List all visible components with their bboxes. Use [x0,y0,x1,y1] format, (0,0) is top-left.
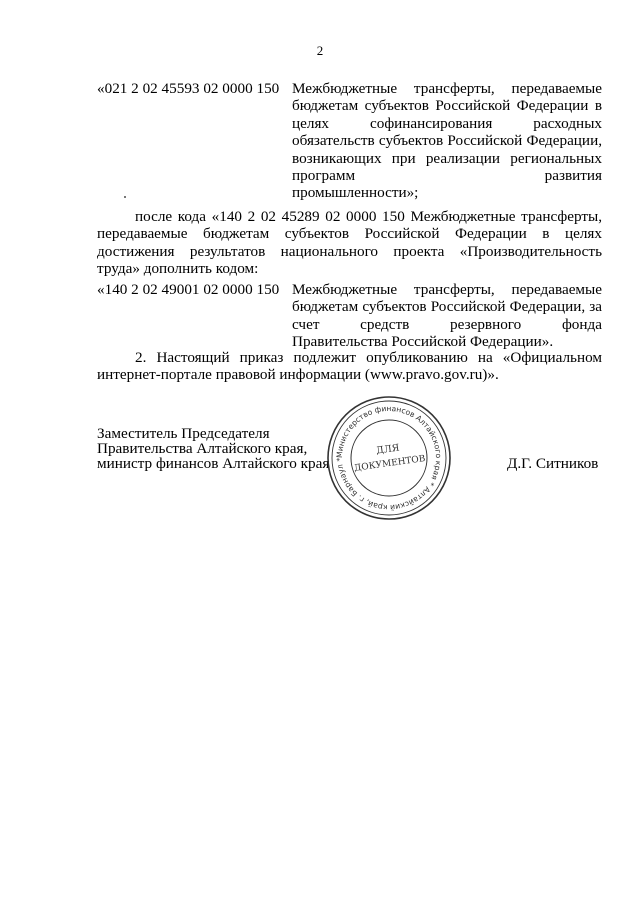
insert-after-paragraph: после кода «140 2 02 45289 02 0000 150 Межбюджетные трансферты, передаваемые бюджетам субъектов Российской Федерации в целях достижения результатов национального проекта «Производительность труда» дополнить кодом: [97,208,602,278]
budget-code-description-1-end: промышленности»; [292,184,419,202]
signatory-title [97,426,337,471]
signatory-title-line-3: министр финансов Алтайского края [97,455,330,472]
signatory-title-line-2: Правительства Алтайского края, [97,440,308,457]
budget-code-entry-1 [97,80,602,202]
seal-ring-text: Министерство финансов Алтайского края * Алтайский край, г. Барнаул * [334,403,444,513]
budget-code-description-2 [292,281,602,351]
budget-code-description-1 [292,80,602,202]
seal-icon [325,394,453,522]
scan-speck [124,196,126,198]
seal-center-line-1: ДЛЯ [375,442,401,457]
signatory-name: Д.Г. Ситников [507,455,599,472]
budget-code-description-2-text: Межбюджетные трансферты, передаваемые бюджетам субъектов Российской Федерации, за счет средств резервного фонда [292,281,602,333]
budget-code-description-2-end: Правительства Российской Федерации». [292,333,554,351]
budget-code-2: «140 2 02 49001 02 0000 150 [97,281,280,298]
publication-paragraph: 2. Настоящий приказ подлежит опубликованию на «Официальном интернет-портале правовой информации (www.pravo.gov.ru)». [97,349,602,384]
budget-code-entry-2 [97,281,602,351]
seal-center-line-2: ДОКУМЕНТОВ [353,453,427,474]
signatory-title-line-1: Заместитель Председателя [97,425,270,442]
page-number: 2 [316,43,324,58]
budget-code-description-1-text: Межбюджетные трансферты, передаваемые бюджетам субъектов Российской Федерации в целях софинансирования расходных обязательств субъектов Российской Федерации, возникающих при реализации региональных программ развития [292,80,602,185]
budget-code-1: «021 2 02 45593 02 0000 150 [97,80,280,97]
official-seal-stamp [325,394,453,522]
